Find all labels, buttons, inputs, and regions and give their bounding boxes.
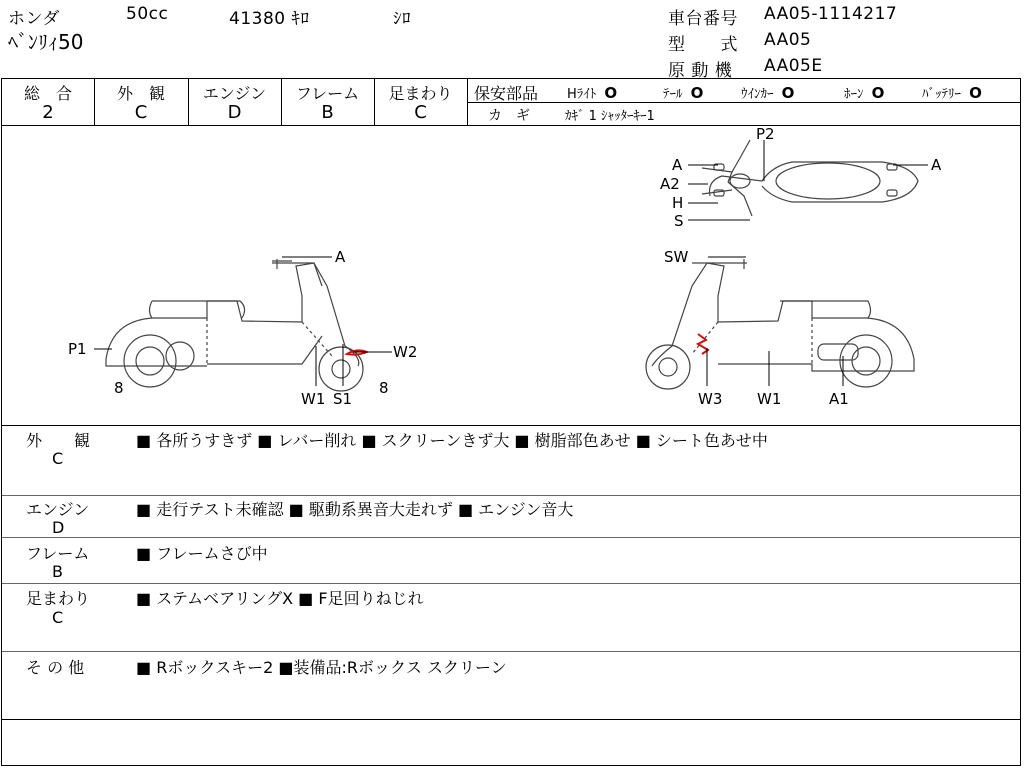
displacement: 50cc [126,4,169,24]
top-view-sketch [702,140,918,216]
chassis-value: AA05-1114217 [764,4,898,24]
divider-2 [2,537,1020,538]
note-other-text: ■ Rボックスキー2 ■装備品:Rボックス スクリーン [136,658,507,677]
grade-exterior-value: C [134,102,148,123]
grade-suspension-value: C [414,102,427,123]
type-value: AA05 [764,30,812,50]
scooter-diagram [2,126,1020,424]
safety-item-horn: ﾎｰﾝ O [844,84,885,102]
label-top-p2: P2 [756,126,775,143]
label-left-w1: W1 [301,390,326,408]
note-exterior-label: 外 観 [26,431,91,450]
label-top-a2: A2 [660,175,680,193]
label-left-8b: 8 [379,379,389,397]
grade-exterior-label: 外 観 [116,84,165,103]
note-engine-label: エンジン [26,500,90,519]
diagram-bottom [2,425,1020,426]
key-value: ｶｷﾞ 1 ｼｬｯﾀｰｷｰ1 [565,109,655,124]
safety-item-headlight: Hﾗｲﾄ O [567,84,618,102]
grade-frame-value: B [321,102,334,123]
divider-4 [2,651,1020,652]
engine-label: 原 動 機 [668,61,733,81]
type-label: 型 式 [668,35,738,55]
label-top-h: H [672,194,684,212]
divider-5 [2,719,1020,720]
grade-engine-label: エンジン [202,84,267,103]
note-frame-grade: B [52,562,63,581]
label-right-w1: W1 [757,390,782,408]
note-other-label: そ の 他 [26,658,85,677]
label-left-s1: S1 [333,390,353,408]
label-top-s: S [674,212,684,230]
note-exterior-grade: C [52,449,64,468]
grade-overall-label: 総 合 [23,84,72,103]
left-scooter-sketch [106,259,363,391]
safety-item-winker: ｳｲﾝｶｰ O [741,84,795,102]
note-suspension-label: 足まわり [26,589,91,608]
safety-item-tail: ﾃｰﾙ O [663,84,704,102]
model-name: ﾍﾞﾝﾘｨ50 [8,30,84,54]
grade-engine-value: D [227,102,242,123]
note-engine-text: ■ 走行テスト未確認 ■ 駆動系異音大走れず ■ エンジン音大 [136,500,574,519]
sheet-frame [1,78,1021,766]
note-frame-label: フレーム [26,544,90,563]
safety-item-battery: ﾊﾞｯﾃﾘｰ O [922,84,982,102]
color: ｼﾛ [393,9,411,29]
note-suspension-text: ■ ステムベアリングX ■ F足回りねじれ [136,589,424,608]
label-top-a-right: A [931,156,942,174]
label-right-a1: A1 [829,390,849,408]
divider-1 [2,495,1020,496]
note-exterior-text: ■ 各所うすきず ■ レバー削れ ■ スクリーンきず大 ■ 樹脂部色あせ ■ シート色あせ中 [136,431,768,450]
right-scooter-sketch [646,259,914,389]
label-left-8a: 8 [114,379,124,397]
engine-value: AA05E [764,56,823,76]
label-left-w2: W2 [393,343,418,361]
label-right-sw: SW [664,248,689,266]
label-right-w3: W3 [698,390,723,408]
grade-suspension-label: 足まわり [388,84,453,103]
note-engine-grade: D [52,518,65,537]
label-left-p1: P1 [68,340,87,358]
divider-3 [2,583,1020,584]
note-suspension-grade: C [52,608,64,627]
safety-title: 保安部品 [474,84,539,103]
maker: ホンダ [8,9,60,29]
label-top-a-left: A [672,156,683,174]
grade-overall-value: 2 [42,102,54,123]
note-frame-text: ■ フレームさび中 [136,544,268,563]
chassis-label: 車台番号 [668,9,738,29]
mileage: 41380 ｷﾛ [229,9,310,29]
grade-frame-label: フレーム [295,84,360,103]
label-left-a: A [335,248,346,266]
key-label: カ ギ [488,108,530,124]
